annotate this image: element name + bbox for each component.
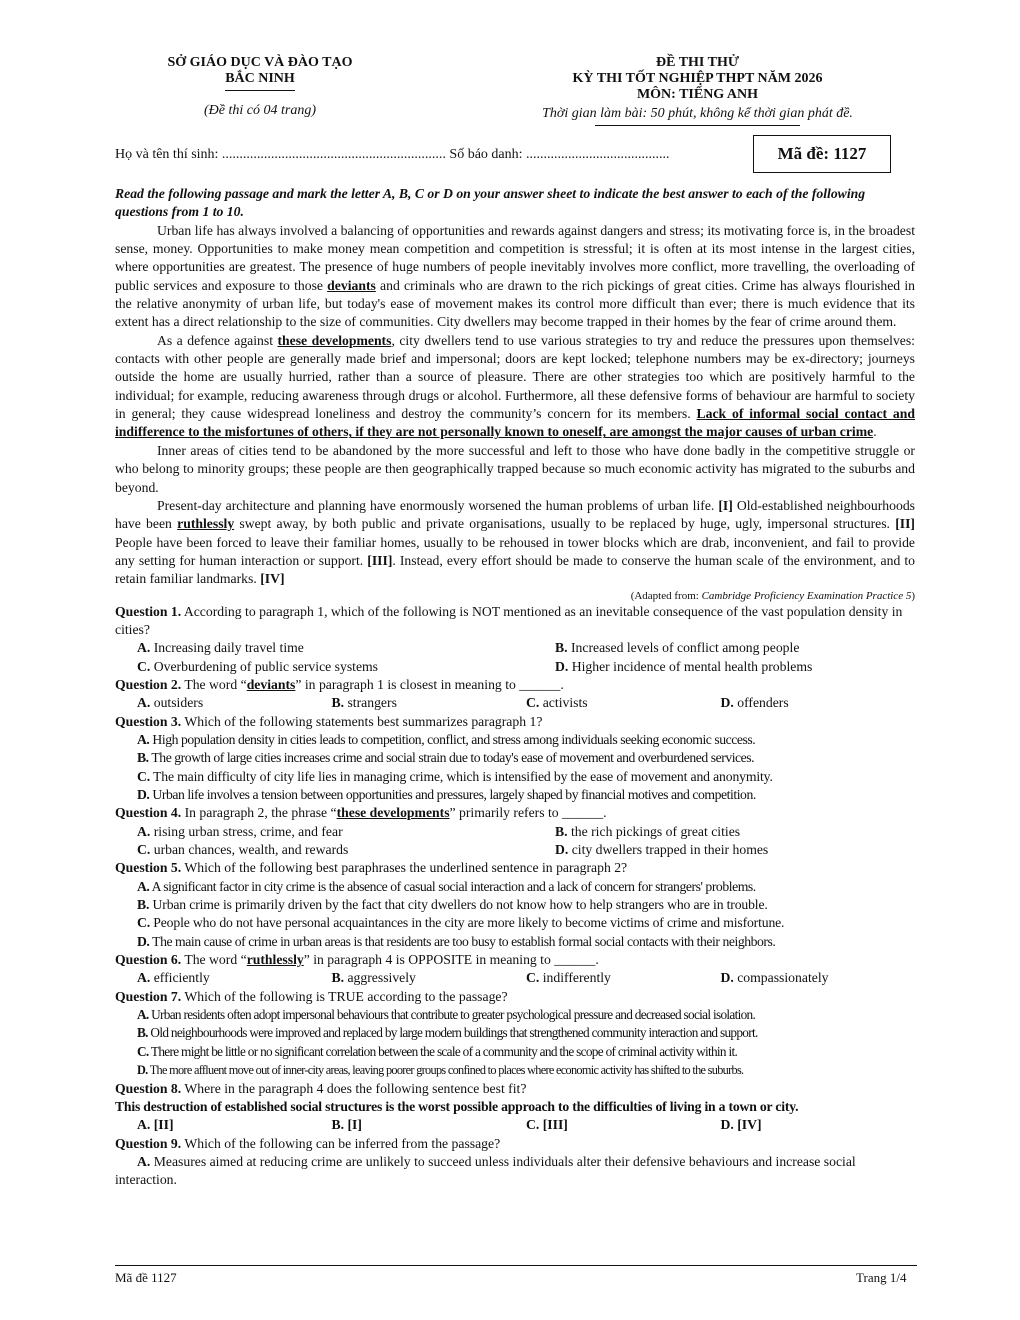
divider xyxy=(595,125,800,126)
option-d[interactable]: D. [IV] xyxy=(720,1117,762,1133)
candidate-line: Họ và tên thí sinh: ................................................................ Số báo danh: ......................................... xyxy=(115,147,670,162)
header-left xyxy=(145,55,375,119)
passage-paragraph-3: Inner areas of cities tend to be abandoned by the more successful and left to those who have done badly in the competitive struggle or who belong to minority groups; these people are then geographically trapped because so much economic activity has migrated to the suburbs and beyond. xyxy=(115,442,915,495)
footer-exam-code: Mã đề 1127 xyxy=(115,1270,177,1285)
options-q4-row2 xyxy=(115,841,915,859)
option-a[interactable]: A. Measures aimed at reducing crime are unlikely to succeed unless individuals alter their defensive behaviours and increase social interaction. xyxy=(115,1153,856,1188)
option-c[interactable]: C. The main difficulty of city life lies in managing crime, which is intensified by the ease of movement and anonymity. xyxy=(137,768,773,784)
passage-paragraph-1: Urban life has always involved a balancing of opportunities and rewards against dangers and stress; its motivating force is, in the broadest sense, money. Opportunities to make money mean competition and competition is stressful; it is often at its most intense in the largest cities, where opportunities are greatest. The presence of huge numbers of people inevitably involves more conflict, more travelling, the overloading of public services and exposure to those deviants and criminals who are drawn to the rich pickings of great cities. Crime has always flourished in the relative anonymity of urban life, but today's ease of movement makes its control more difficult than ever; there is much evidence that its extent has a direct relationship to the size of communities. City dwellers may become trapped in their homes by the fear of crime around them. xyxy=(115,222,915,330)
marker-4: [IV] xyxy=(260,571,285,587)
option-c[interactable]: C. Overburdening of public service systems xyxy=(137,658,379,674)
divider xyxy=(225,90,295,91)
question-1: Question 1. According to paragraph 1, which of the following is NOT mentioned as an inevitable consequence of the vast population density in cities? xyxy=(115,603,903,637)
option-d[interactable]: D. The more affluent move out of inner-city areas, leaving poorer groups confined to places where economic activity has shifted to the suburbs. xyxy=(137,1063,744,1078)
option-b[interactable]: B. the rich pickings of great cities xyxy=(555,823,741,839)
option-c[interactable]: C. urban chances, wealth, and rewards xyxy=(137,842,349,858)
options-q1-row2 xyxy=(115,658,915,676)
exam-title: ĐỀ THI THỬ xyxy=(656,55,739,70)
exam-body xyxy=(115,185,915,1190)
options-q8 xyxy=(115,1116,915,1134)
question-6: Question 6. The word “ruthlessly” in paragraph 4 is OPPOSITE in meaning to ______. xyxy=(115,952,599,968)
option-c[interactable]: C. activists xyxy=(526,695,588,711)
question-5: Question 5. Which of the following best paraphrases the underlined sentence in paragraph 2? xyxy=(115,860,628,876)
question-4: Question 4. In paragraph 2, the phrase “these developments” primarily refers to ______. xyxy=(115,805,607,821)
options-q6 xyxy=(115,969,915,987)
option-b[interactable]: B. strangers xyxy=(331,695,397,711)
department-line-2: BẮC NINH xyxy=(225,71,295,86)
footer-divider xyxy=(115,1265,917,1266)
subject: MÔN: TIẾNG ANH xyxy=(636,87,759,102)
options-q2 xyxy=(115,694,915,712)
options-q4-row1 xyxy=(115,823,915,841)
option-b[interactable]: B. The growth of large cities increases crime and social strain due to today's ease of movement and overburdened services. xyxy=(137,750,755,766)
page-number: Trang 1/4 xyxy=(856,1270,907,1285)
question-8: Question 8. Where in the paragraph 4 does the following sentence best fit? xyxy=(115,1080,527,1096)
exam-code-box: Mã đề: 1127 xyxy=(753,135,891,173)
passage-paragraph-4: Present-day architecture and planning have enormously worsened the human problems of urban life. [I] Old-established neighbourhoods have been ruthlessly swept away, by both public and private organisations, usually to be replaced by huge, ugly, impersonal structures. [II] People have been forced to leave their familiar homes, usually to be rehoused in tower blocks which are drab, inconvenient, and fail to provide any setting for human interaction or support. [III]. Instead, every effort should be made to conserve the human scale of the environment, and to retain familiar landmarks. [IV] xyxy=(115,497,916,587)
marker-3: [III] xyxy=(367,552,393,568)
option-d[interactable]: D. The main cause of crime in urban areas is that residents are too busy to establish formal social contacts with their neighbors. xyxy=(137,933,776,949)
option-a[interactable]: A. rising urban stress, crime, and fear xyxy=(137,823,343,839)
source-citation: (Adapted from: Cambridge Proficiency Examination Practice 5) xyxy=(630,589,915,602)
time-note: Thời gian làm bài: 50 phút, không kể thời gian phát đề. xyxy=(542,106,853,121)
department-line-1: SỞ GIÁO DỤC VÀ ĐÀO TẠO xyxy=(167,55,353,70)
instruction: Read the following passage and mark the letter A, B, C or D on your answer sheet to indicate the best answer to each of the following questions from 1 to 10. xyxy=(115,186,866,220)
option-c[interactable]: C. [III] xyxy=(526,1117,568,1133)
highlight-deviants: deviants xyxy=(327,277,376,293)
option-d[interactable]: D. Higher incidence of mental health problems xyxy=(555,658,813,674)
underlined-sentence: Lack of informal social contact and indifference to the misfortunes of others, if they are not personally known to oneself, are amongst the major causes of urban crime xyxy=(115,406,915,440)
passage-paragraph-2: As a defence against these developments, city dwellers tend to use various strategies to try and reduce the pressures upon themselves: contacts with other people are generally made brief and impersonal; doors are kept locked; telephone numbers may be ex-directory; journeys outside the home are usually hurried, rather than a source of pleasure. There are other strategies too which are positively harmful to the individual; for example, reducing awareness through drugs or alcohol. Furthermore, all these defensive forms of behaviour are harmful to society in general; they cause widespread loneliness and destroy the community’s concern for its members. Lack of informal social contact and indifference to the misfortunes of others, if they are not personally known to oneself, are amongst the major causes of urban crime. xyxy=(115,332,915,440)
option-b[interactable]: B. Old neighbourhoods were improved and replaced by large modern buildings that strengthened community interaction and support. xyxy=(137,1025,758,1041)
question-9: Question 9. Which of the following can be inferred from the passage? xyxy=(115,1135,501,1151)
options-q1-row1 xyxy=(115,639,915,657)
marker-2: [II] xyxy=(895,516,915,532)
option-c[interactable]: C. People who do not have personal acquaintances in the city are more likely to become victims of crime and misfortune. xyxy=(137,915,785,931)
option-d[interactable]: D. city dwellers trapped in their homes xyxy=(555,842,769,858)
option-a[interactable]: A. High population density in cities leads to competition, conflict, and stress among individuals seeking economic success. xyxy=(137,731,756,747)
option-d[interactable]: D. Urban life involves a tension between opportunities and pressures, largely shaped by financial motives and competition. xyxy=(137,787,756,802)
option-b[interactable]: B. Urban crime is primarily driven by the fact that city dwellers do not know how to help strangers who are in trouble. xyxy=(137,897,768,913)
highlight-these-developments: these developments xyxy=(277,332,392,348)
option-d[interactable]: D. compassionately xyxy=(720,970,829,986)
option-a[interactable]: A. efficiently xyxy=(137,970,210,986)
option-c[interactable]: C. There might be little or no significant correlation between the scale of a community and the scope of criminal activity within it. xyxy=(137,1043,738,1059)
pages-note: (Đề thi có 04 trang) xyxy=(204,103,316,118)
insert-sentence: This destruction of established social structures is the worst possible approach to the difficulties of living in a town or city. xyxy=(115,1098,799,1114)
question-3: Question 3. Which of the following statements best summarizes paragraph 1? xyxy=(115,713,543,729)
header-right xyxy=(470,55,925,126)
option-d[interactable]: D. offenders xyxy=(720,695,789,711)
option-b[interactable]: B. Increased levels of conflict among people xyxy=(555,640,800,656)
option-c[interactable]: C. indifferently xyxy=(526,970,611,986)
exam-name: KỲ THI TỐT NGHIỆP THPT NĂM 2026 xyxy=(572,71,823,86)
option-a[interactable]: A. A significant factor in city crime is the absence of casual social interaction and a lack of concern for strangers' problems. xyxy=(137,878,756,894)
question-7: Question 7. Which of the following is TRUE according to the passage? xyxy=(115,988,508,1004)
option-a[interactable]: A. Urban residents often adopt impersonal behaviours that contribute to greater psychological pressure and decreased social isolation. xyxy=(137,1007,756,1023)
question-2: Question 2. The word “deviants” in paragraph 1 is closest in meaning to ______. xyxy=(115,676,564,692)
marker-1: [I] xyxy=(718,497,733,513)
option-a[interactable]: A. [II] xyxy=(137,1117,174,1133)
option-a[interactable]: A. Increasing daily travel time xyxy=(137,640,304,656)
option-a[interactable]: A. outsiders xyxy=(137,695,204,711)
option-b[interactable]: B. aggressively xyxy=(331,970,416,986)
option-b[interactable]: B. [I] xyxy=(331,1117,362,1133)
highlight-ruthlessly: ruthlessly xyxy=(177,516,235,532)
